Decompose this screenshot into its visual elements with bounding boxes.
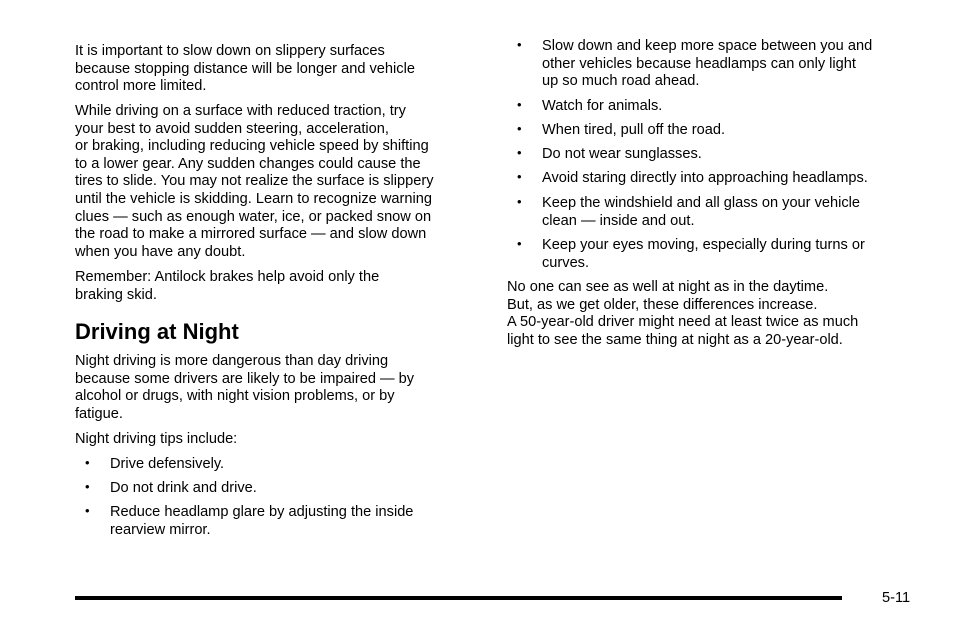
text-line: Drive defensively. [110, 456, 225, 472]
text-line: Night driving is more dangerous than day driving [75, 353, 389, 369]
text-line: Remember: Antilock brakes help avoid only the [75, 269, 380, 285]
text-line: until the vehicle is skidding. Learn to recognize warning [75, 190, 432, 207]
text-line: Avoid staring directly into approaching headlamps. [542, 170, 868, 186]
text-line: Keep the windshield and all glass on your vehicle [542, 195, 861, 211]
text-line: braking skid. [75, 286, 157, 303]
text-line: Night driving tips include: [75, 431, 238, 447]
text-line: But, as we get older, these differences increase. [507, 296, 818, 313]
bullet-icon: • [85, 479, 90, 494]
text-line: fatigue. [75, 405, 123, 422]
text-line: rearview mirror. [110, 521, 211, 538]
text-line: light to see the same thing at night as a 20-year-old. [507, 331, 843, 348]
text-line: While driving on a surface with reduced traction, try [75, 103, 406, 119]
text-line: When tired, pull off the road. [542, 122, 726, 138]
text-line: It is important to slow down on slippery surfaces [75, 43, 385, 59]
text-line: tires to slide. You may not realize the surface is slippery [75, 173, 434, 190]
paragraph-night-vision-age [507, 279, 858, 349]
text-line: because stopping distance will be longer and vehicle [75, 60, 415, 77]
footer-rule [75, 596, 842, 600]
text-line: Reduce headlamp glare by adjusting the inside [110, 504, 414, 520]
bullet-icon: • [517, 145, 522, 160]
section-heading: Driving at Night [75, 319, 239, 344]
text-line: clean — inside and out. [542, 212, 695, 229]
bullet-icon: • [517, 194, 522, 209]
text-line: alcohol or drugs, with night vision problems, or by [75, 388, 395, 405]
text-line: or braking, including reducing vehicle speed by shifting [75, 138, 429, 155]
paragraph-reduced-traction [75, 103, 434, 261]
text-line: No one can see as well at night as in the daytime. [507, 279, 829, 295]
paragraph-night-danger [75, 353, 414, 423]
bullet-icon: • [517, 236, 522, 251]
bullet-icon: • [517, 121, 522, 136]
text-line: Do not wear sunglasses. [542, 146, 702, 162]
text-line: to a lower gear. Any sudden changes could cause the [75, 155, 421, 172]
bullet-icon: • [85, 455, 90, 470]
text-line: when you have any doubt. [75, 243, 246, 260]
text-line: because some drivers are likely to be impaired — by [75, 370, 415, 387]
bullet-icon: • [517, 97, 522, 112]
paragraph-tips-intro [75, 431, 237, 449]
text-line: your best to avoid sudden steering, acceleration, [75, 120, 389, 137]
text-line: Keep your eyes moving, especially during turns or [542, 237, 865, 253]
page-number: 5-11 [882, 590, 911, 606]
text-line: the road to make a mirrored surface — and slow down [75, 226, 427, 243]
text-line: curves. [542, 254, 590, 271]
bullet-icon: • [517, 37, 522, 52]
text-line: Slow down and keep more space between you and [542, 38, 873, 54]
paragraph-antilock-brakes [75, 269, 379, 304]
text-line: Do not drink and drive. [110, 480, 257, 496]
bullet-icon: • [517, 169, 522, 184]
text-line: up so much road ahead. [542, 73, 700, 90]
text-line: Watch for animals. [542, 98, 663, 114]
text-line: other vehicles because headlamps can only light [542, 55, 856, 72]
paragraph-slippery-surfaces [75, 43, 415, 96]
bullet-icon: • [85, 503, 90, 518]
text-line: A 50-year-old driver might need at least twice as much [507, 314, 859, 331]
text-line: control more limited. [75, 78, 207, 95]
text-line: clues — such as enough water, ice, or packed snow on [75, 208, 432, 225]
